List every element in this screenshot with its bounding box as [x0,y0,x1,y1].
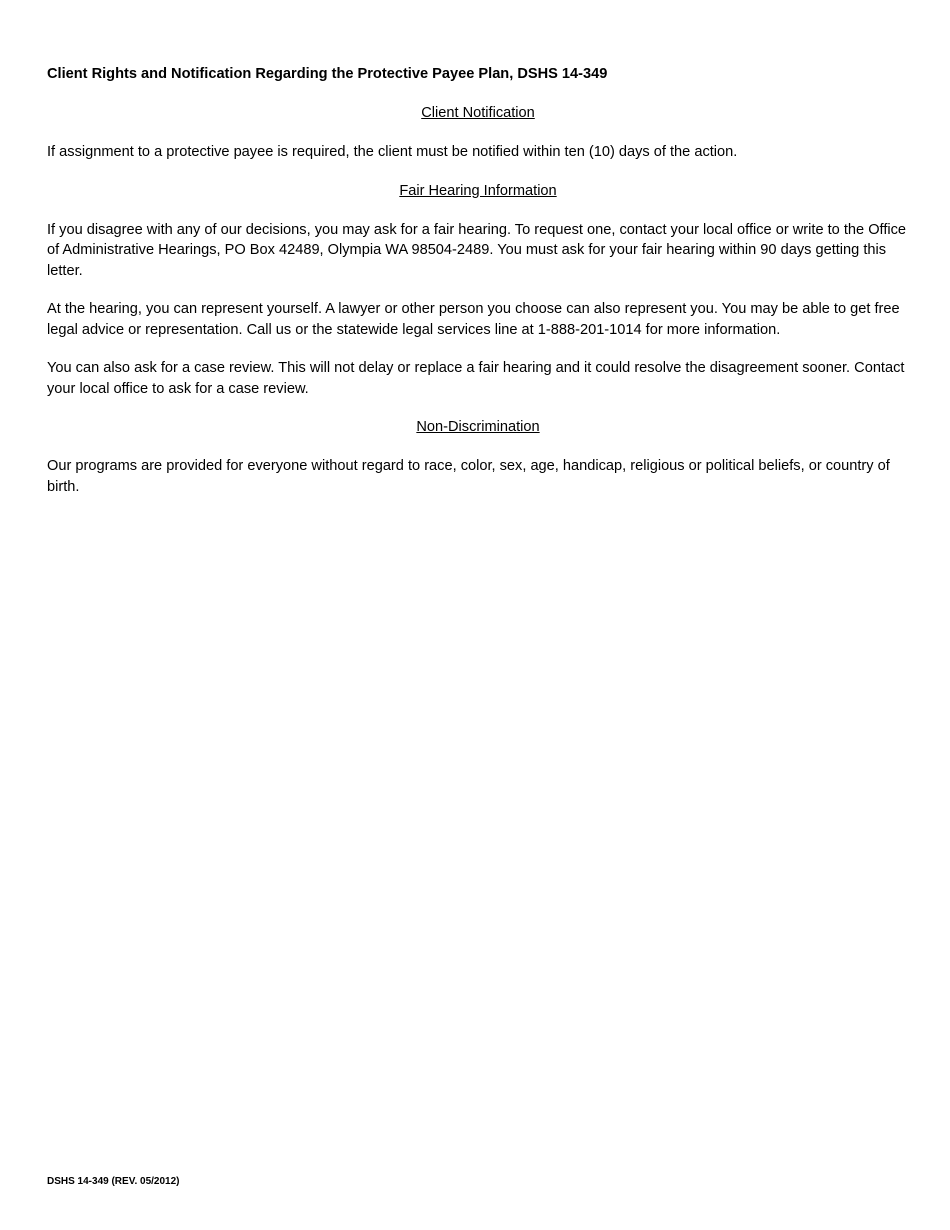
fair-hearing-paragraph-2: At the hearing, you can represent yourself. A lawyer or other person you choose can also represent you. You may be able to get free legal advice or representation. Call us or the statewide legal services line at 1-888-201-1014 for more information. [47,301,900,338]
fair-hearing-paragraph-1: If you disagree with any of our decisions, you may ask for a fair hearing. To request one, contact your local office or write to the Office of Administrative Hearings, PO Box 42489, Olympia WA 98504-2489. You must ask for your fair hearing within 90 days getting this letter. [47,221,907,279]
non-discrimination-heading: Non-Discrimination [416,419,540,435]
client-notification-paragraph: If assignment to a protective payee is required, the client must be notified within ten (10) days of the action. [47,144,738,160]
fair-hearing-paragraph-3: You can also ask for a case review. This will not delay or replace a fair hearing and it could resolve the disagreement sooner. Contact your local office to ask for a case review. [47,360,905,397]
fair-hearing-heading: Fair Hearing Information [399,182,557,199]
form-footer-id: DSHS 14-349 (REV. 05/2012) [47,1176,180,1187]
non-discrimination-paragraph: Our programs are provided for everyone without regard to race, color, sex, age, handicap, religious or political beliefs, or country of birth. [47,458,890,495]
document-body [47,64,909,515]
client-notification-heading: Client Notification [421,105,535,121]
document-title: Client Rights and Notification Regarding the Protective Payee Plan, DSHS 14-349 [47,66,608,82]
